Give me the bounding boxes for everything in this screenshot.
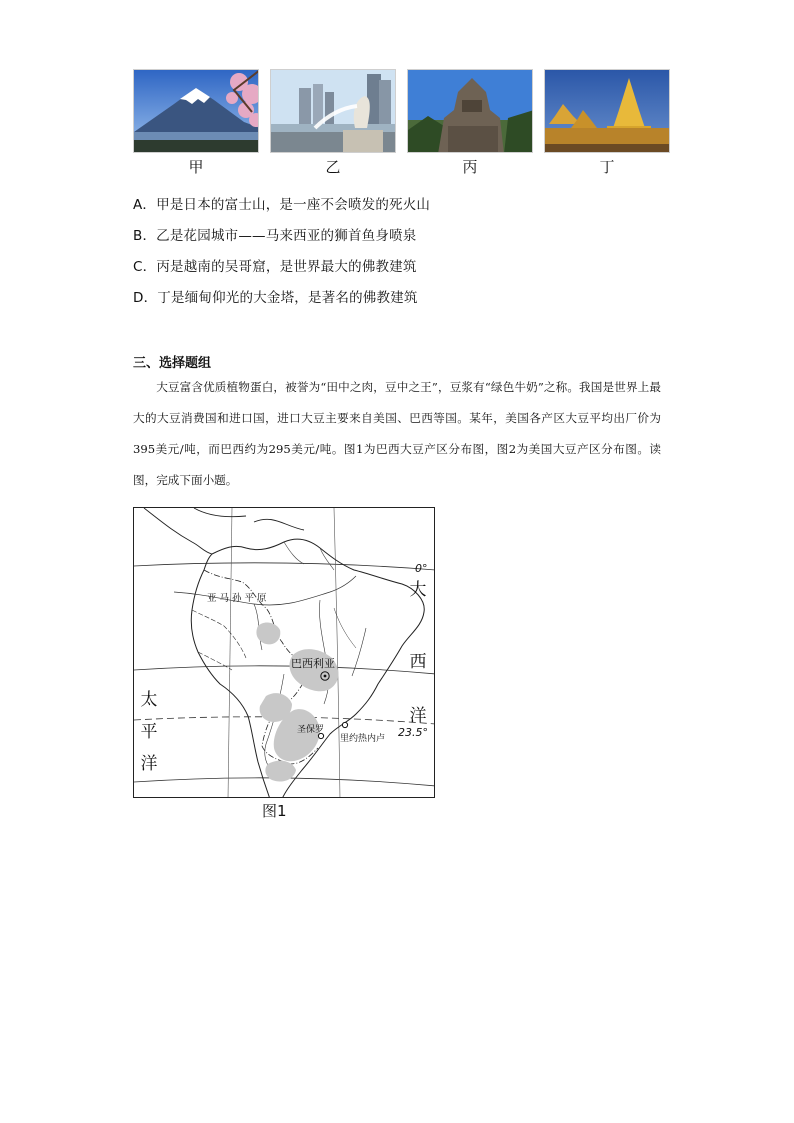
- amazon-plain-label: 亚马孙平原: [207, 593, 270, 604]
- question-paragraph: [133, 372, 661, 496]
- photo-mount-fuji: [133, 69, 259, 153]
- atlantic-ocean-label: 大 西 洋: [409, 580, 427, 726]
- tropic-label: 23.5°: [398, 726, 428, 739]
- option-c: C．丙是越南的吴哥窟，是世界最大的佛教建筑: [133, 259, 417, 275]
- brazil-soy-map: [133, 507, 435, 798]
- caption-jia: 甲: [188, 158, 204, 176]
- caption-ding: 丁: [599, 158, 615, 176]
- option-a: A．甲是日本的富士山，是一座不会喷发的死火山: [133, 197, 431, 213]
- photo-merlion: [270, 69, 396, 153]
- section-title: 三、选择题组: [133, 356, 212, 371]
- sao-paulo-label: 圣保罗: [297, 725, 325, 735]
- pacific-ocean-label: 太 平 洋: [140, 690, 158, 774]
- option-d: D．丁是缅甸仰光的大金塔，是著名的佛教建筑: [133, 290, 418, 306]
- photo-angkor: [407, 69, 533, 153]
- rio-marker: [342, 722, 347, 727]
- figure-caption: 图1: [262, 802, 287, 820]
- equator-line: [134, 563, 435, 570]
- rio-label: 里约热内卢: [340, 734, 386, 744]
- paragraph-text: 大豆富含优质植物蛋白，被誉为“田中之肉，豆中之王”，豆浆有“绿色牛奶”之称。我国是世界上最大的大豆消费国和进口国，进口大豆主要来自美国、巴西等国。某年，美国各产区大豆平均出厂价为395美元/吨，而巴西约为295美元/吨。图1为巴西大豆产区分布图，图2为美国大豆产区分布图。读图，完成下面小题。: [133, 380, 661, 487]
- caption-bing: 丙: [462, 158, 478, 176]
- option-b: B．乙是花园城市——马来西亚的狮首鱼身喷泉: [133, 228, 417, 244]
- equator-label: 0°: [415, 562, 428, 575]
- caption-yi: 乙: [325, 158, 341, 176]
- soy-region-north: [256, 623, 280, 645]
- brasilia-label: 巴西利亚: [291, 657, 335, 670]
- latitude-line: [134, 666, 435, 674]
- photo-golden-pagoda: [544, 69, 670, 153]
